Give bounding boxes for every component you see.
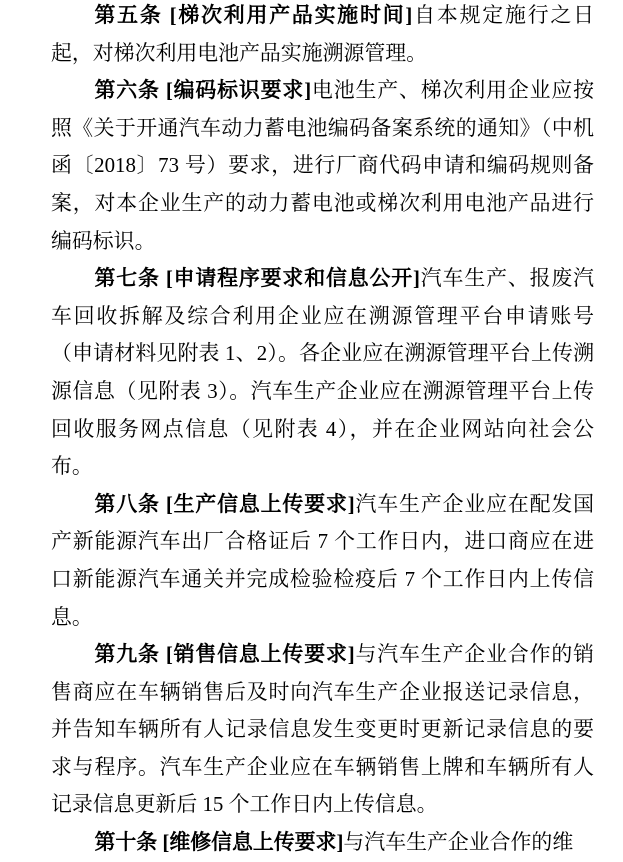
article-8-body: 汽车生产企业应在配发国产新能源汽车出厂合格证后 7 个工作日内，进口商应在进口新能源汽车通关并完成检验检疫后 7 个工作日内上传信息。	[51, 491, 594, 629]
article-9-heading: 第九条 [销售信息上传要求]	[94, 642, 355, 667]
article-9-paragraph	[51, 636, 594, 824]
article-5-heading: 第五条 [梯次利用产品实施时间]	[94, 3, 413, 27]
article-6-body: 电池生产、梯次利用企业应按照《关于开通汽车动力蓄电池编码备案系统的通知》（中机函〔2018〕73 号）要求，进行厂商代码申请和编码规则备案，对本企业生产的动力蓄电池或梯次利用电池产品进行编码标识。	[51, 78, 594, 253]
article-10-heading: 第十条 [维修信息上传要求]	[94, 830, 344, 855]
article-7-paragraph	[51, 260, 594, 486]
article-5-body: 自本规定施行之日起，对梯次利用电池产品实施溯源管理。	[51, 3, 594, 65]
article-7-heading: 第七条 [申请程序要求和信息公开]	[94, 266, 420, 291]
article-6-heading: 第六条 [编码标识要求]	[94, 78, 312, 103]
article-10-body: 与汽车生产企业合作的维	[343, 830, 574, 855]
article-8-paragraph	[51, 486, 594, 636]
article-9-body: 与汽车生产企业合作的销售商应在车辆销售后及时向汽车生产企业报送记录信息，并告知车辆所有人记录信息发生变更时更新记录信息的要求与程序。汽车生产企业应在车辆销售上牌和车辆所有人记录信息更新后 15 个工作日内上传信息。	[51, 642, 594, 817]
article-6-paragraph	[51, 72, 594, 260]
article-7-body: 汽车生产、报废汽车回收拆解及综合利用企业应在溯源管理平台申请账号（申请材料见附表 1、2）。各企业应在溯源管理平台上传溯源信息（见附表 3）。汽车生产企业应在溯源管理平台上传回收服务网点信息（见附表 4），并在企业网站向社会公布。	[51, 266, 594, 479]
article-8-heading: 第八条 [生产信息上传要求]	[94, 491, 355, 516]
article-5-paragraph	[51, 0, 594, 72]
article-10-paragraph	[51, 824, 594, 862]
